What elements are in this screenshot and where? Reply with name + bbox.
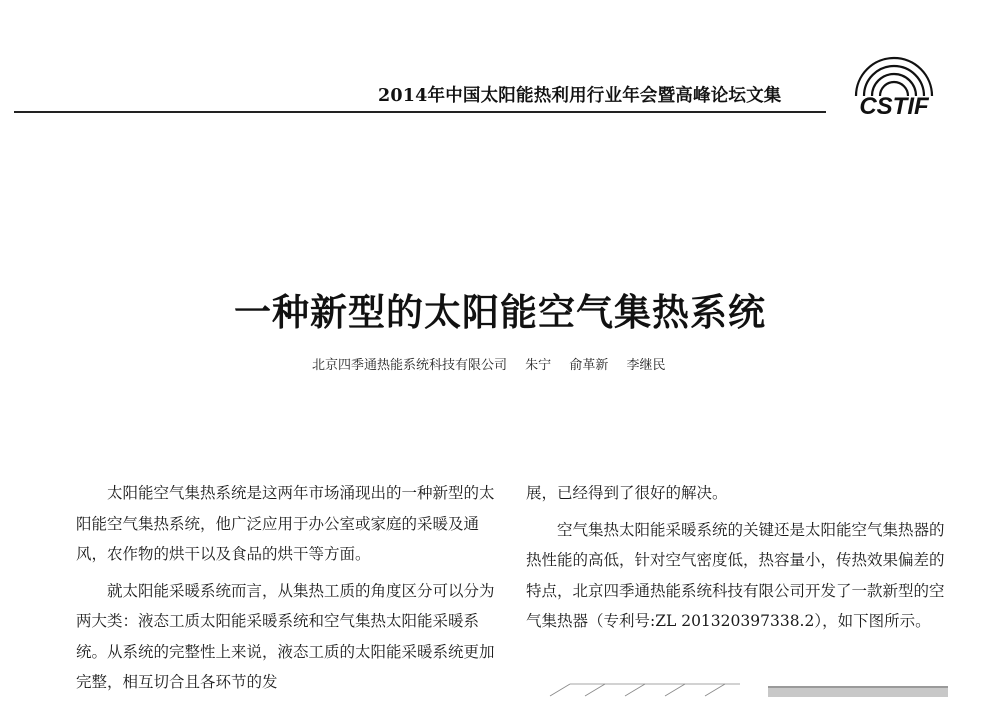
body-left-column bbox=[76, 478, 496, 704]
paragraph: 展，已经得到了很好的解决。 bbox=[526, 484, 728, 502]
author: 俞革新 bbox=[569, 358, 609, 373]
article-title: 一种新型的太阳能空气集热系统 bbox=[234, 290, 766, 334]
collector-figure-top bbox=[540, 678, 950, 697]
paragraph: 空气集热太阳能采暖系统的关键还是太阳能空气集热器的热性能的高低，针对空气密度低，热容量小，传热效果偏差的特点，北京四季通热能系统科技有限公司开发了一款新型的空气集热器（专利号:ZL 201320397338.2），如下图所示。 bbox=[526, 520, 945, 630]
logo-text: CSTIF bbox=[859, 93, 929, 118]
affiliation: 北京四季通热能系统科技有限公司 bbox=[312, 358, 508, 373]
paragraph: 太阳能空气集热系统是这两年市场涌现出的一种新型的太阳能空气集热系统，他广泛应用于办公室或家庭的采暖及通风，农作物的烘干以及食品的烘干等方面。 bbox=[76, 484, 495, 563]
byline bbox=[312, 354, 732, 373]
paragraph: 就太阳能采暖系统而言，从集热工质的角度区分可以分为两大类：液态工质太阳能采暖系统和空气集热太阳能采暖系统。从系统的完整性上来说，液态工质的太阳能采暖系统更加完整，相互切合且各环节的发 bbox=[76, 581, 495, 691]
body-right-column bbox=[526, 478, 946, 643]
author: 李继民 bbox=[626, 358, 666, 373]
journal-header-title: 2014年中国太阳能热利用行业年会暨高峰论坛文集 bbox=[378, 86, 782, 106]
header-rule bbox=[14, 111, 826, 113]
cstif-logo bbox=[842, 52, 946, 118]
author: 朱宁 bbox=[525, 358, 552, 373]
